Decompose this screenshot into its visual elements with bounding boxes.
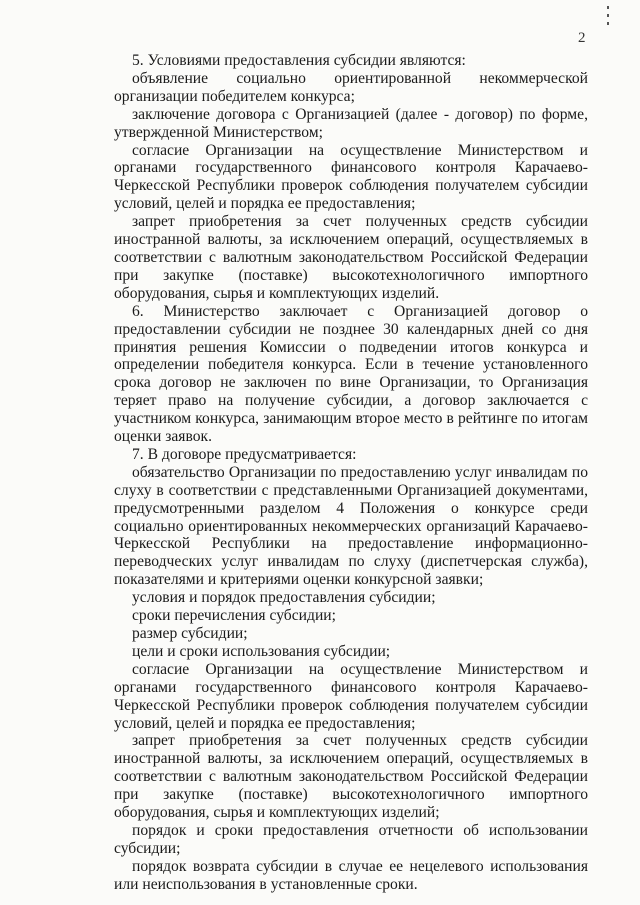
paragraph: заключение договора с Организацией (далее - договор) по форме, утвержденной Министерством; [114,105,588,141]
paragraph: цели и сроки использования субсидии; [132,642,391,660]
paragraph: запрет приобретения за счет полученных средств субсидии иностранной валюты, за исключением операций, осуществляемых в соответствии с валютным законодательством Российской Федерации при закупке (поставке) высокотехнологичного импортного оборудования, сырья и комплектующих изделий. [114,213,588,302]
paragraph: запрет приобретения за счет полученных средств субсидии иностранной валюты, за исключением операций, осуществляемых в соответствии с валютным законодательством Российской Федерации при закупке (поставке) высокотехнологичного импортного оборудования, сырья и комплектующих изделий; [114,732,588,822]
paragraph: сроки перечисления субсидии; [132,607,336,625]
paragraph: размер субсидии; [132,625,248,642]
paragraph: обязательство Организации по предоставлению услуг инвалидам по слуху в соответствии с представленными Организацией документами, предусмотренными разделом 4 Положения о конкурсе среди социально ориентированных некоммерческих организаций Карачаево-Черкесской Республики на предоставление информационно-переводческих услуг инвалидам по слуху (диспетчерская служба), показателями и критериями оценки конкурсной заявки; [114,463,588,589]
paragraph: порядок возврата субсидии в случае ее нецелевого использования или неиспользования в установленные сроки. [114,857,588,893]
paragraph: порядок и сроки предоставления отчетности об использовании субсидии; [114,821,588,857]
page-number: 2 [578,30,586,46]
section-6-paragraph: 6. Министерство заключает с Организацией договор о предоставлении субсидии не позднее 30 календарных дней со дня принятия решения Комиссии о подведении итогов конкурса и определении победителя конкурса. Если в течение установленного срока договор не заключен по вине Организации, то Организация теряет право на получение субсидии, а договор заключается с участником конкурса, занимающим второе место в рейтинге по итогам оценки заявок. [114,302,588,446]
paragraph: объявление социально ориентированной некоммерческой организации победителем конкурса; [114,69,588,105]
section-7-heading: 7. В договоре предусматривается: [132,445,357,463]
paragraph: согласие Организации на осуществление Министерством и органами государственного финансового контроля Карачаево-Черкесской Республики проверок соблюдения получателем субсидии условий, целей и порядка ее предоставления; [114,141,588,213]
document-body [114,52,588,894]
paragraph: условия и порядок предоставления субсидии; [132,589,436,607]
margin-marks [606,6,610,36]
section-5-heading: 5. Условиями предоставления субсидии являются: [132,52,466,69]
paragraph: согласие Организации на осуществление Министерством и органами государственного финансового контроля Карачаево-Черкесской Республики проверок соблюдения получателем субсидии условий, целей и порядка ее предоставления; [114,660,588,732]
